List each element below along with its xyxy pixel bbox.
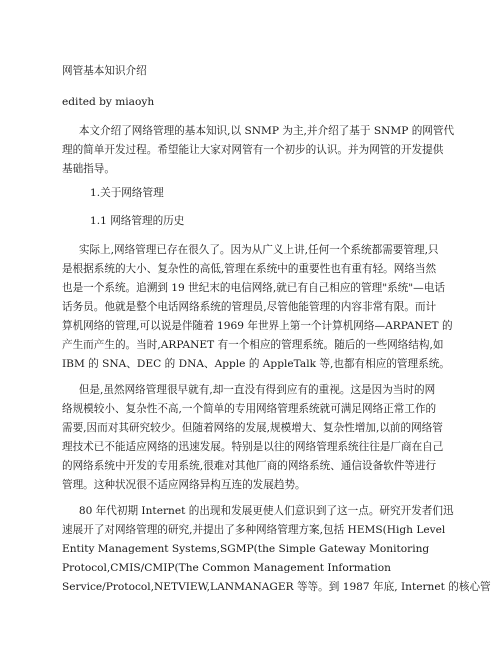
body-paragraph-3: 80 年代初期 Internet 的出现和发展更使人们意识到了这一点。研究开发者们迅 速展开了对网络管理的研究,并提出了多种网络管理方案,包括 HEMS(High Level Entity Management Systems,SGMP(the Simple Gateway Monitoring Protocol,CMIS/CMIP(The Common Management Information Service/Protocol,NETVIEW,LANMANAGER 等等。到 1987 年底, Internet 的核心管 <box>62 505 491 593</box>
body-paragraph-2: 但是,虽然网络管理很早就有,却一直没有得到应有的重视。这是因为当时的网 络规模较小、复杂性不高,一个简单的专用网络管理系统就可满足网络正常工作的 需要,因而对其研究较少。但随着网络的发展,规模增大、复杂性增加,以前的网络管 理技术已不能适应网络的迅速发展。特别是以往的网络管理系统往往是厂商在自己 的网络系统中开发的专用系统,很难对其他厂商的网络系统、通信设备软件等进行 管理。这种状况很不适应网络异构互连的发展趋势。 <box>62 384 444 491</box>
section-heading-1-1: 1.1 网络管理的历史 <box>90 215 185 227</box>
section-heading-1: 1.关于网络管理 <box>90 187 164 199</box>
abstract-paragraph: 本文介绍了网络管理的基本知识,以 SNMP 为主,并介绍了基于 SNMP 的网管代 理的简单开发过程。希望能让大家对网管有一个初步的认识。并为网管的开发提供 基础指导。 <box>62 125 455 175</box>
doc-author: edited by miaoyh <box>62 96 155 108</box>
doc-title: 网管基本知识介绍 <box>62 65 147 77</box>
body-paragraph-1: 实际上,网络管理已存在很久了。因为从广义上讲,任何一个系统都需要管理,只 是根据系统的大小、复杂性的高低,管理在系统中的重要性也有重有轻。网络当然 也是一个系统。追溯到 19 世纪末的电信网络,就已有自己相应的管理"系统"—电话 话务员。他就是整个电话网络系统的管理员,尽管他能管理的内容非常有限。而计 算机网络的管理,可以说是伴随着 1969 年世界上第一个计算机网络—ARPANET 的 产生而产生的。当时,ARPANET 有一个相应的管理系统。随后的一些网络结构,如 IBM 的 SNA、DEC 的 DNA、Apple 的 AppleTalk 等,也都有相应的管理系统。 <box>62 244 453 370</box>
